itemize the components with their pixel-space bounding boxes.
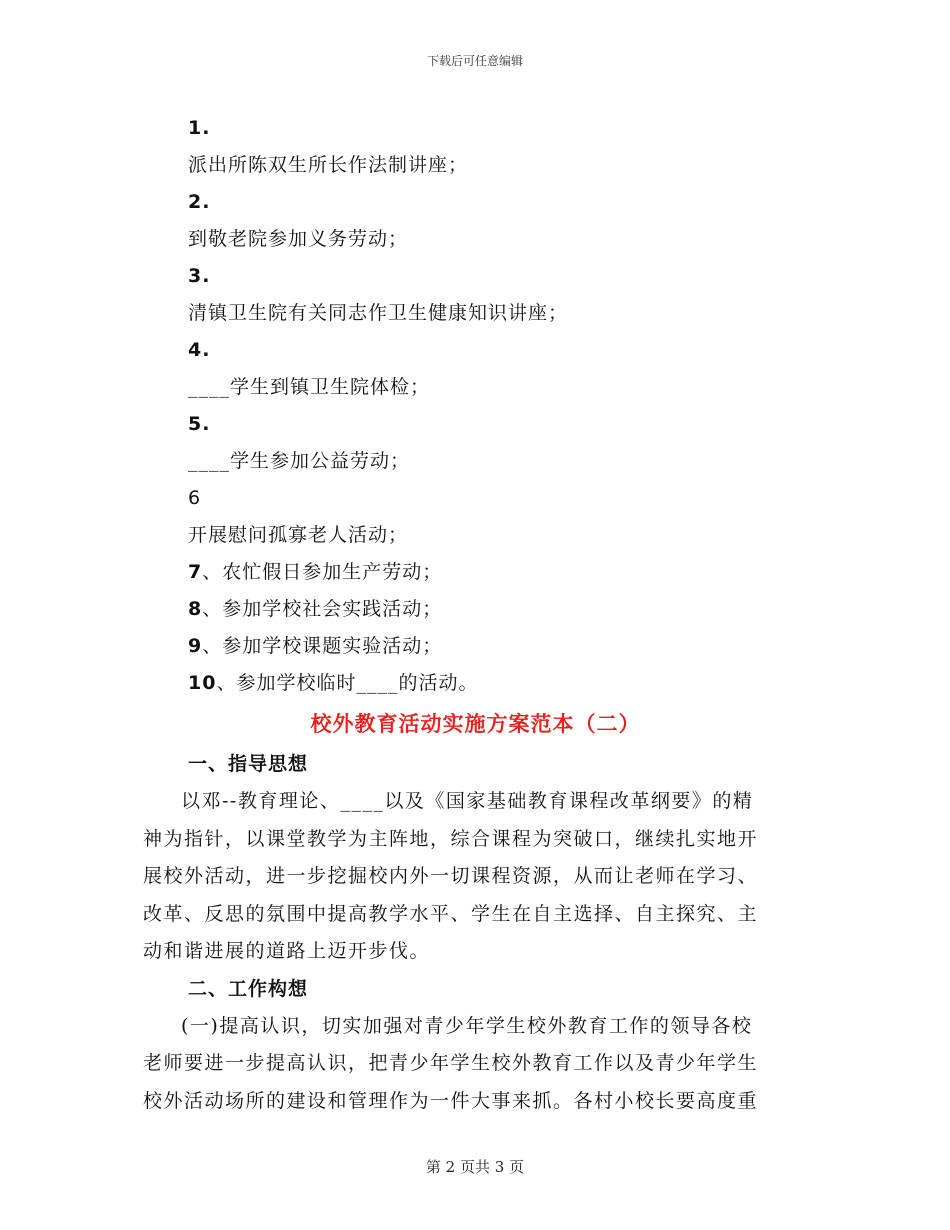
item-text: 、参加学校社会实践活动； xyxy=(202,598,443,620)
item-number: 4. xyxy=(188,339,211,361)
paragraph-line: 改革、反思的氛围中提高教学水平、学生在自主选择、自主探究、主 xyxy=(143,902,759,925)
document-body xyxy=(143,110,808,1120)
paragraph-line: 校外活动场所的建设和管理作为一件大事来抓。各村小校长要高度重 xyxy=(143,1089,759,1112)
paragraph-line: 老师要进一步提高认识，把青少年学生校外教育工作以及青少年学生 xyxy=(143,1052,759,1074)
item-number: 6 xyxy=(188,487,202,509)
list-item-number xyxy=(143,184,808,221)
list-item-number xyxy=(143,480,808,517)
list-item xyxy=(143,665,808,702)
paragraph-line: (一)提高认识，切实加强对青少年学生校外教育工作的领导各校 xyxy=(181,1014,753,1037)
section-heading: 二、工作构想 xyxy=(188,977,309,1000)
list-item-text: 开展慰问孤寡老人活动； xyxy=(188,524,409,546)
item-number: 2. xyxy=(188,191,211,213)
list-item-text: 清镇卫生院有关同志作卫生健康知识讲座； xyxy=(188,302,569,324)
list-item xyxy=(143,591,808,628)
item-number: 8 xyxy=(188,598,203,620)
item-number: 1. xyxy=(188,117,211,139)
item-text: 、参加学校临时____的活动。 xyxy=(216,672,479,694)
document-title: 校外教育活动实施方案范本（二） xyxy=(310,712,641,736)
list-item-text: ____学生参加公益劳动； xyxy=(188,450,411,472)
paragraph-line: 动和谐进展的道路上迈开步伐。 xyxy=(143,940,431,962)
list-item-number xyxy=(143,110,808,147)
list-item-text: 派出所陈双生所长作法制讲座； xyxy=(188,154,469,176)
item-number: 10 xyxy=(188,672,217,694)
section-paragraph xyxy=(143,783,808,971)
paragraph-line: 展校外活动，进一步挖掘校内外一切课程资源，从而让老师在学习、 xyxy=(143,865,759,887)
list-item-text: ____学生到镇卫生院体检； xyxy=(188,376,431,398)
item-number: 5. xyxy=(188,413,211,435)
page-header: 下载后可任意编辑 xyxy=(426,54,523,68)
page-footer: 第 2 页共 3 页 xyxy=(425,1158,525,1176)
list-item-number xyxy=(143,406,808,443)
list-item xyxy=(143,554,808,591)
item-text: 、参加学校课题实验活动； xyxy=(202,635,443,657)
list-item-number xyxy=(143,332,808,369)
list-item xyxy=(143,628,808,665)
paragraph-line: 以邓--教育理论、____以及《国家基础教育课程改革纲要》的精 xyxy=(181,790,754,812)
section-heading: 一、指导思想 xyxy=(188,753,309,775)
item-text: 、农忙假日参加生产劳动； xyxy=(202,561,443,583)
paragraph-line: 神为指针，以课堂教学为主阵地，综合课程为突破口，继续扎实地开 xyxy=(143,827,759,850)
item-number: 7 xyxy=(188,561,203,583)
item-number: 9 xyxy=(188,635,203,657)
list-item-text: 到敬老院参加义务劳动； xyxy=(188,228,409,250)
section-paragraph xyxy=(143,1008,808,1121)
list-item-number xyxy=(143,258,808,295)
item-number: 3. xyxy=(188,265,211,287)
